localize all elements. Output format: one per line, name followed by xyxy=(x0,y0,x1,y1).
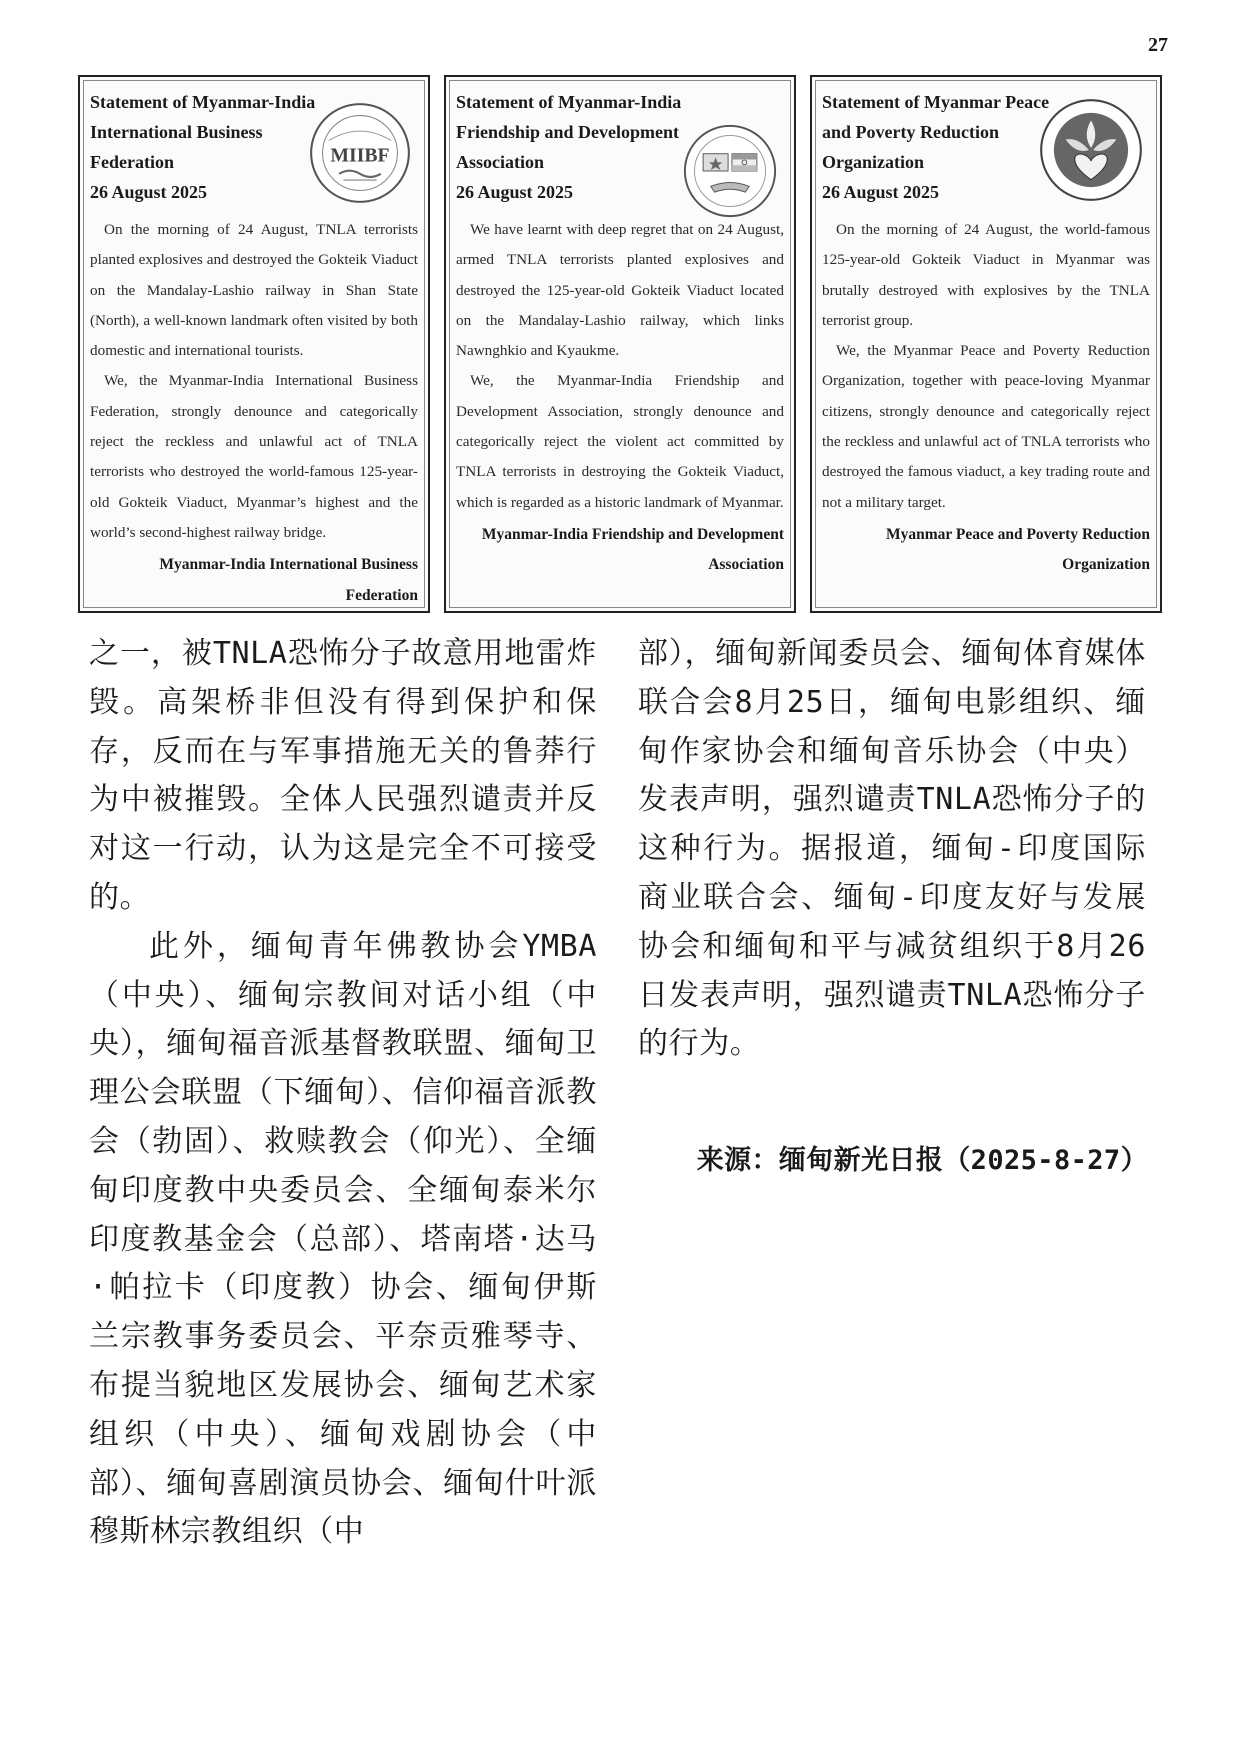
miibf-logo xyxy=(308,101,412,205)
statement-header xyxy=(90,87,418,215)
statement-title: Statement of Myanmar-India Friendship and Development Association xyxy=(456,92,682,172)
statement-date: 26 August 2025 xyxy=(822,182,940,202)
statement-body xyxy=(822,215,1150,518)
article-paragraph: 此外，缅甸青年佛教协会YMBA（中央）、缅甸宗教间对话小组（中央），缅甸福音派基督教联盟、缅甸卫理公会联盟（下缅甸）、信仰福音派教会（勃固）、救赎教会（仰光）、全缅甸印度教中央委员会、全缅甸泰米尔印度教基金会（总部）、塔南塔·达马·帕拉卡（印度教）协会、缅甸伊斯兰宗教事务委员会、平奈贡雅琴寺、布提当貌地区发展协会、缅甸艺术家组织（中央）、缅甸戏剧协会（中部）、缅甸喜剧演员协会、缅甸什叶派穆斯林宗教组织（中 xyxy=(89,928,597,1550)
statement-paragraph: We, the Myanmar-India International Business Federation, strongly denounce and categorically reject the reckless and unlawful act of TNLA terrorists who destroyed the world-famous 125-year-old Gokteik Viaduct, Myanmar’s highest and the world’s second-highest railway bridge. xyxy=(90,372,418,541)
statement-title: Statement of Myanmar Peace and Poverty Reduction Organization xyxy=(822,92,1050,172)
statements-row xyxy=(78,75,1162,613)
statement-body xyxy=(456,215,784,518)
statement-paragraph: We have learnt with deep regret that on 24 August, armed TNLA terrorists planted explosives and destroyed the 125-year-old Gokteik Viaduct located on the Mandalay-Lashio railway, which links Nawnghkio and Kyaukme. xyxy=(456,221,784,360)
statement-header xyxy=(822,87,1150,215)
statement-date: 26 August 2025 xyxy=(456,182,574,202)
statement-paragraph: We, the Myanmar-India Friendship and Development Association, strongly denounce and categorically reject the violent act committed by TNLA terrorists in destroying the Gokteik Viaduct, which is regarded as a historic landmark of Myanmar. xyxy=(456,372,784,511)
miibf-logo-text: MIIBF xyxy=(330,144,390,167)
article-column-left xyxy=(89,630,597,1557)
article-paragraph: 之一，被TNLA恐怖分子故意用地雷炸毁。高架桥非但没有得到保护和保存，反而在与军事措施无关的鲁莽行为中被摧毁。全体人民强烈谴责并反对这一行动，认为这是完全不可接受的。 xyxy=(89,636,597,915)
statement-header xyxy=(456,87,784,215)
statement-box-miibf xyxy=(78,75,430,613)
peace-poverty-org-logo xyxy=(1038,97,1144,203)
statement-paragraph: We, the Myanmar Peace and Poverty Reduction Organization, together with peace-loving Myanmar citizens, strongly denounce and categorically reject the reckless and unlawful act of TNLA terrorists who destroyed the famous viaduct, a key trading route and not a military target. xyxy=(822,342,1150,511)
article-source: 来源：缅甸新光日报（2025-8-27） xyxy=(696,1145,1148,1176)
statement-body xyxy=(90,215,418,548)
statement-box-peace-poverty xyxy=(810,75,1162,613)
statement-signature: Myanmar Peace and Poverty Reduction Organization xyxy=(885,525,1150,574)
statement-box-friendship xyxy=(444,75,796,613)
article-column-right xyxy=(638,630,1146,1069)
article-paragraph: 部），缅甸新闻委员会、缅甸体育媒体联合会8月25日，缅甸电影组织、缅甸作家协会和缅甸音乐协会（中央）发表声明，强烈谴责TNLA恐怖分子的这种行为。据报道，缅甸-印度国际商业联合会、缅甸-印度友好与发展协会和缅甸和平与减贫组织于8月26日发表声明，强烈谴责TNLA恐怖分子的行为。 xyxy=(638,636,1146,1062)
statement-signature: Myanmar-India International Business Federation xyxy=(159,556,418,604)
statement-paragraph: On the morning of 24 August, TNLA terrorists planted explosives and destroyed the Gokteik Viaduct on the Mandalay-Lashio railway in Shan State (North), a well-known landmark often visited by both domestic and international tourists. xyxy=(90,221,418,360)
statement-title: Statement of Myanmar-India International Business Federation xyxy=(90,92,316,172)
statement-signature: Myanmar-India Friendship and Development Association xyxy=(481,525,784,574)
page-number: 27 xyxy=(1148,34,1168,56)
statement-paragraph: On the morning of 24 August, the world-famous 125-year-old Gokteik Viaduct in Myanmar was brutally destroyed with explosives by the TNLA terrorist group. xyxy=(822,221,1150,329)
statement-date: 26 August 2025 xyxy=(90,182,208,202)
friendship-association-logo xyxy=(682,123,778,219)
